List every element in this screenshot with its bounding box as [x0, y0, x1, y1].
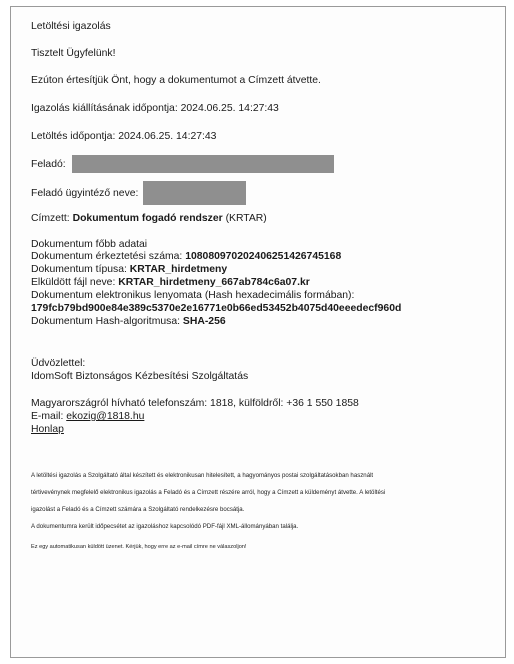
- recipient-row: [31, 213, 267, 226]
- download-time-value: 2024.06.25. 14:27:43: [118, 131, 217, 142]
- doc-algo: [31, 316, 226, 329]
- download-time-label: Letöltés időpontja:: [31, 131, 116, 142]
- email-label: E-mail:: [31, 411, 64, 422]
- issue-time-label: Igazolás kiállításának időpontja:: [31, 103, 178, 114]
- sender-admin-label: Feladó ügyintéző neve:: [31, 187, 139, 199]
- phone-info: Magyarországról hívható telefonszám: 1818, külföldről: +36 1 550 1858: [31, 398, 359, 409]
- doc-algo-value: SHA-256: [182, 316, 226, 327]
- doc-hash-label: Dokumentum elektronikus lenyomata (Hash hexadecimális formában):: [31, 290, 355, 301]
- doc-file-value: KRTAR_hirdetmeny_667ab784c6a07.kr: [118, 277, 310, 288]
- issue-time-value: 2024.06.25. 14:27:43: [180, 103, 279, 114]
- doc-arrival: [31, 251, 341, 264]
- recipient-code: (KRTAR): [225, 213, 267, 224]
- document-title: Letöltési igazolás: [31, 21, 111, 32]
- doc-hash-value: 179fcb79bd900e84e389c5370e2e16771e0b66ed53452b4075d40eeedecf960d: [31, 303, 402, 314]
- doc-file: [31, 277, 310, 290]
- doc-type: [31, 264, 227, 277]
- issue-time: [31, 103, 279, 116]
- doc-arrival-label: Dokumentum érkeztetési száma:: [31, 251, 183, 262]
- email-link[interactable]: ekozig@1818.hu: [66, 411, 145, 422]
- fine-line: igazolást a Feladó és a Címzett számára a Szolgáltató rendelkezésre bocsátja.: [31, 506, 245, 513]
- doc-type-label: Dokumentum típusa:: [31, 264, 127, 275]
- fine-line: tértivevénynek megfelelő elektronikus igazolás a Feladó és a Címzett részére arról, hogy a Címzett a küldeményt átvette. A letöltési: [31, 489, 386, 496]
- homepage-link[interactable]: Honlap: [31, 424, 64, 435]
- doc-file-label: Elküldött fájl neve:: [31, 277, 116, 288]
- fine-line: A dokumentumra került időpecsétet az igazoláshoz kapcsolódó PDF-fájl XML-állományában találja.: [31, 523, 299, 530]
- document-page: [10, 6, 506, 658]
- greeting: Tisztelt Ügyfelünk!: [31, 48, 116, 59]
- doc-type-value: KRTAR_hirdetmeny: [129, 264, 228, 275]
- sender-admin-row: [31, 181, 246, 205]
- closing: Üdvözlettel:: [31, 358, 86, 369]
- recipient-label: Címzett:: [31, 213, 70, 224]
- doc-algo-label: Dokumentum Hash-algoritmusa:: [31, 316, 180, 327]
- download-time: [31, 131, 216, 144]
- intro-text: Ezúton értesítjük Önt, hogy a dokumentumot a Címzett átvette.: [31, 75, 321, 86]
- sender-label: Feladó:: [31, 158, 66, 170]
- fine-line: A letöltési igazolás a Szolgáltató által készített és elektronikusan hitelesített, a hagyományos postai szolgáltatásokban használt: [31, 472, 374, 479]
- sender-admin-redacted: [143, 181, 246, 205]
- recipient-name: Dokumentum fogadó rendszer: [72, 213, 223, 224]
- auto-notice: Ez egy automatikusan küldött üzenet. Kérjük, hogy erre az e-mail címre ne válaszoljon!: [31, 544, 247, 550]
- org-name: IdomSoft Biztonságos Kézbesítési Szolgáltatás: [31, 371, 249, 382]
- doc-arrival-value: 10808097020240625142674516​8: [185, 251, 342, 262]
- sender-row: [31, 155, 334, 173]
- email-row: [31, 411, 144, 424]
- sender-redacted: [72, 155, 334, 173]
- homepage-row: [31, 424, 64, 437]
- doc-heading: Dokumentum főbb adatai: [31, 239, 148, 250]
